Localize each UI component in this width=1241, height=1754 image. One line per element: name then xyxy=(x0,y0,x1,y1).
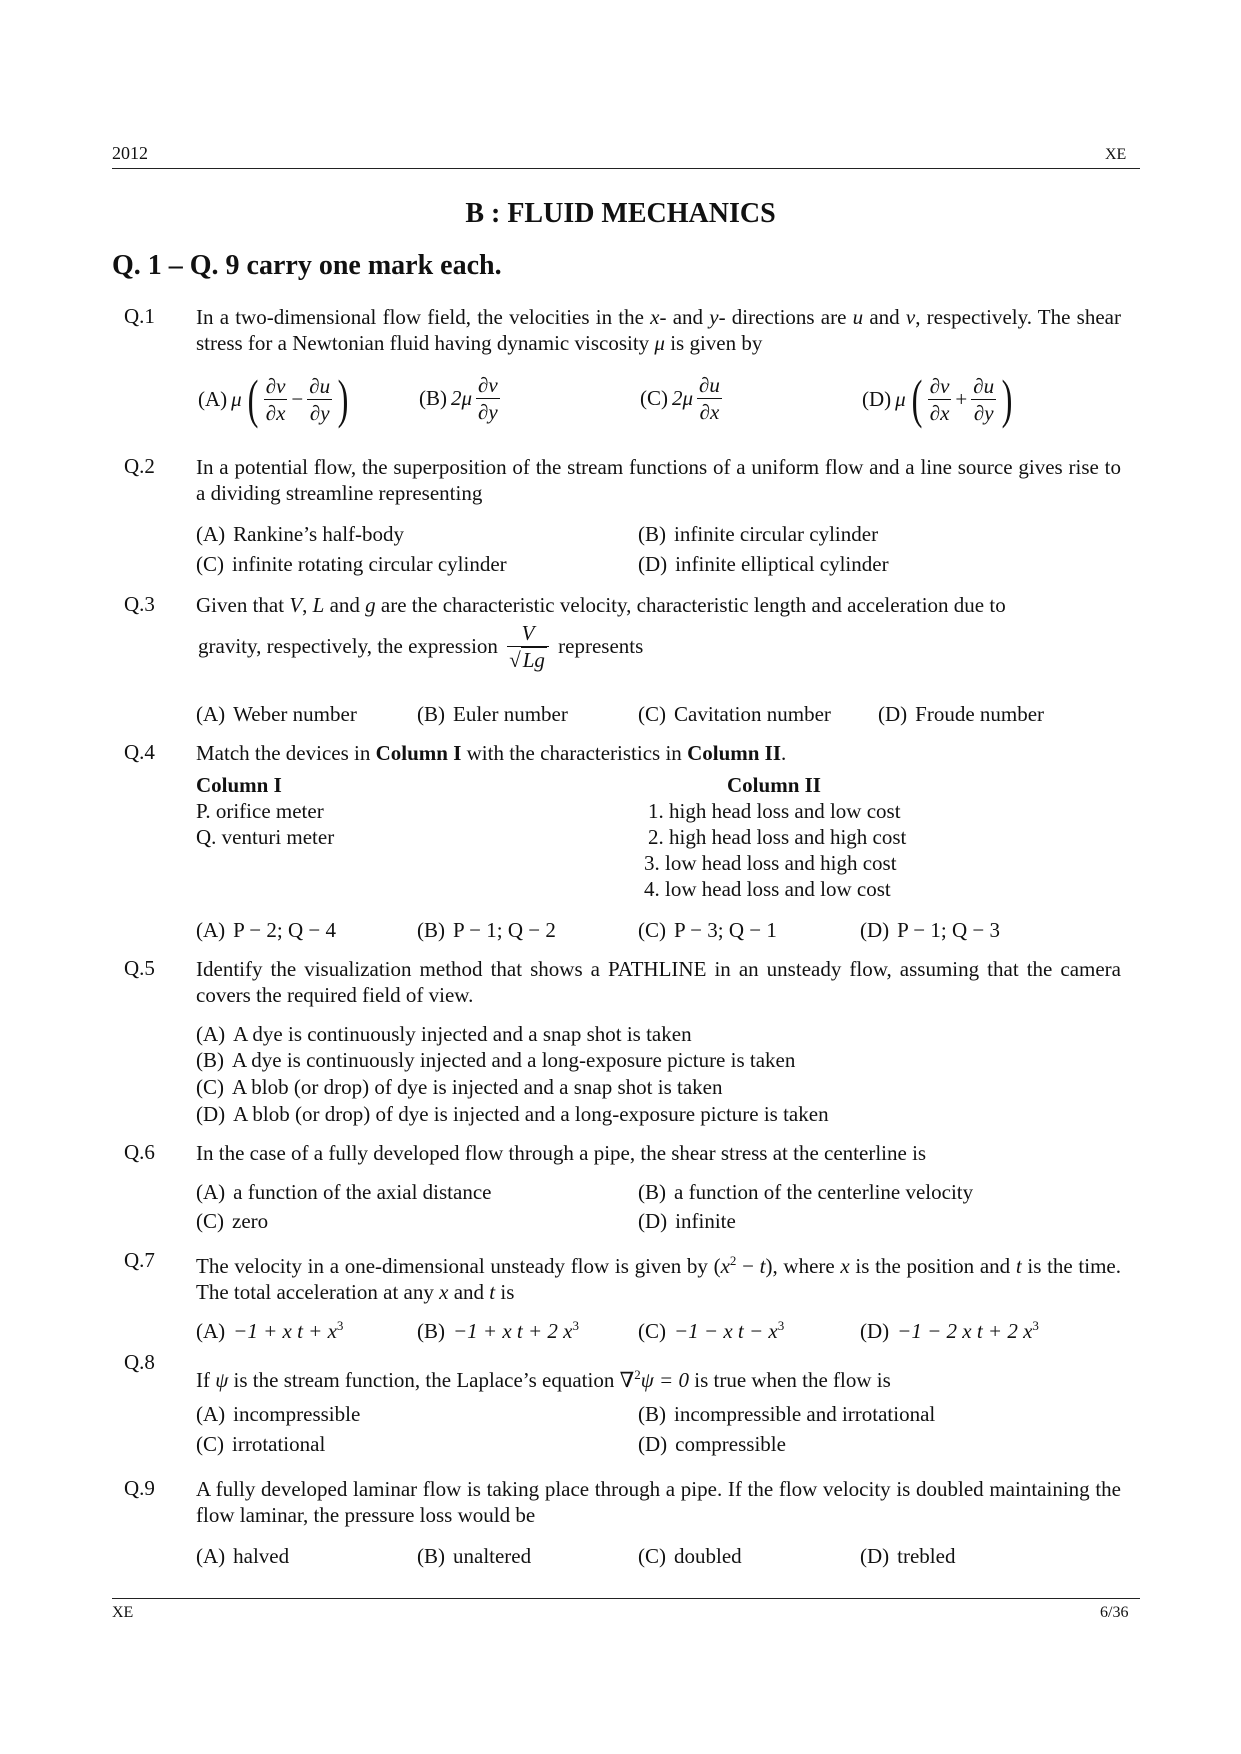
option-c[interactable]: (C) irrotational xyxy=(196,1432,326,1456)
header-rule xyxy=(112,168,1140,169)
option-b[interactable]: (B) infinite circular cylinder xyxy=(638,522,879,546)
option-d[interactable]: (D) Froude number xyxy=(878,702,1045,726)
question-number: Q.8 xyxy=(124,1350,155,1374)
option-b[interactable]: (B) unaltered xyxy=(417,1544,532,1568)
option-c[interactable]: (C) A blob (or drop) of dye is injected and a snap shot is taken xyxy=(196,1075,723,1099)
question-text: In the case of a fully developed flow through a pipe, the shear stress at the centerline is xyxy=(196,1141,927,1165)
question-number: Q.3 xyxy=(124,592,155,616)
column-ii-item: 1. high head loss and low cost xyxy=(648,799,901,823)
option-a[interactable]: (A) A dye is continuously injected and a snap shot is taken xyxy=(196,1022,692,1046)
question-text: Match the devices in Column I with the characteristics in Column II. xyxy=(196,741,787,765)
question-text-line2: gravity, respectively, the expression $\frac{V}{√Lg}$ represents xyxy=(198,621,644,672)
option-a[interactable]: (A) incompressible xyxy=(196,1402,361,1426)
option-a[interactable]: (A) P − 2; Q − 4 xyxy=(196,918,336,942)
option-d[interactable]: (D) trebled xyxy=(860,1544,956,1568)
option-b[interactable]: (B) −1 + x t + 2 $x^3$ xyxy=(417,1318,579,1343)
option-c[interactable]: (C) zero xyxy=(196,1209,269,1233)
option-b[interactable]: (B) P − 1; Q − 2 xyxy=(417,918,556,942)
option-d[interactable]: (D) infinite xyxy=(638,1209,736,1233)
question-number: Q.2 xyxy=(124,454,155,478)
option-d[interactable]: (D) μ ( $\frac{\partial v}{\partial x}$ + $\frac{\partial u}{\partial y}$ ) xyxy=(862,369,1013,429)
option-d[interactable]: (D) infinite elliptical cylinder xyxy=(638,552,889,576)
footer-code: XE xyxy=(112,1604,134,1621)
column-ii-item: 2. high head loss and high cost xyxy=(648,825,907,849)
question-number: Q.4 xyxy=(124,740,155,764)
option-c[interactable]: (C) −1 − x $t - x^3$ xyxy=(638,1318,785,1343)
option-d[interactable]: (D) compressible xyxy=(638,1432,786,1456)
option-b[interactable]: (B) a function of the centerline velocity xyxy=(638,1180,974,1204)
option-a[interactable]: (A) Rankine’s half-body xyxy=(196,522,405,546)
column-i-heading: Column I xyxy=(196,773,282,797)
option-d[interactable]: (D) −1 − 2 x t + 2 $x^3$ xyxy=(860,1318,1039,1343)
question-number: Q.9 xyxy=(124,1476,155,1500)
question-number: Q.1 xyxy=(124,304,155,328)
column-i-item: P. orifice meter xyxy=(196,799,324,823)
page-number: 6/36 xyxy=(1100,1604,1129,1621)
column-ii xyxy=(644,772,906,902)
section-heading: Q. 1 – Q. 9 carry one mark each. xyxy=(112,250,502,281)
column-i xyxy=(196,772,334,850)
option-b[interactable]: (B) A dye is continuously injected and a long-exposure picture is taken xyxy=(196,1048,796,1072)
question-text: In a potential flow, the superposition of the stream functions of a uniform flow and a line source gives rise to a dividing streamline representing xyxy=(196,455,1121,505)
header-year: 2012 xyxy=(112,143,148,163)
column-ii-item: 4. low head loss and low cost xyxy=(644,877,891,901)
option-c[interactable]: (C) doubled xyxy=(638,1544,742,1568)
question-number: Q.6 xyxy=(124,1140,155,1164)
question-text: The velocity in a one-dimensional unsteady flow is given by $(x^2 - t)$, where x is the position and t is the time. The total acceleration at any x and t is xyxy=(196,1253,1121,1304)
option-d[interactable]: (D) P − 1; Q − 3 xyxy=(860,918,1000,942)
header-code: XE xyxy=(1105,146,1127,163)
option-c[interactable]: (C) Cavitation number xyxy=(638,702,831,726)
footer-rule xyxy=(112,1598,1140,1599)
option-d[interactable]: (D) A blob (or drop) of dye is injected and a long-exposure picture is taken xyxy=(196,1102,829,1126)
page-title: B : FLUID MECHANICS xyxy=(465,198,776,229)
option-b[interactable]: (B) Euler number xyxy=(417,702,568,726)
option-a[interactable]: (A) Weber number xyxy=(196,702,357,726)
option-a[interactable]: (A) halved xyxy=(196,1544,290,1568)
question-number: Q.7 xyxy=(124,1248,155,1272)
option-a[interactable]: (A) a function of the axial distance xyxy=(196,1180,492,1204)
option-b[interactable]: (B) 2μ $\frac{\partial v}{\partial y}$ xyxy=(419,373,498,424)
column-ii-heading: Column II xyxy=(727,773,821,797)
question-text: In a two-dimensional flow field, the velocities in the x- and y- directions are u and v, respectively. The shear stress for a Newtonian fluid having dynamic viscosity μ is given by xyxy=(196,305,1121,355)
option-c[interactable]: (C) infinite rotating circular cylinder xyxy=(196,552,507,576)
question-number: Q.5 xyxy=(124,956,155,980)
option-a[interactable]: (A) μ ( $\frac{\partial v}{\partial x}$ − $\frac{\partial u}{\partial y}$ ) xyxy=(198,369,349,429)
column-i-item: Q. venturi meter xyxy=(196,825,335,849)
option-c[interactable]: (C) P − 3; Q − 1 xyxy=(638,918,777,942)
option-a[interactable]: (A) −1 + x $t + x^3$ xyxy=(196,1318,344,1343)
option-b[interactable]: (B) incompressible and irrotational xyxy=(638,1402,936,1426)
column-ii-item: 3. low head loss and high cost xyxy=(644,851,897,875)
option-c[interactable]: (C) 2μ $\frac{\partial u}{\partial x}$ xyxy=(640,373,720,424)
question-text: Given that V, L and g are the characteristic velocity, characteristic length and acceleration due to xyxy=(196,593,1006,617)
question-text: If ψ is the stream function, the Laplace’s equation ∇$^2$ψ = 0 is true when the flow is xyxy=(196,1367,891,1392)
question-text: A fully developed laminar flow is taking place through a pipe. If the flow velocity is doubled maintaining the flow laminar, the pressure loss would be xyxy=(196,1477,1121,1527)
question-text: Identify the visualization method that shows a PATHLINE in an unsteady flow, assuming that the camera covers the required field of view. xyxy=(196,957,1121,1007)
